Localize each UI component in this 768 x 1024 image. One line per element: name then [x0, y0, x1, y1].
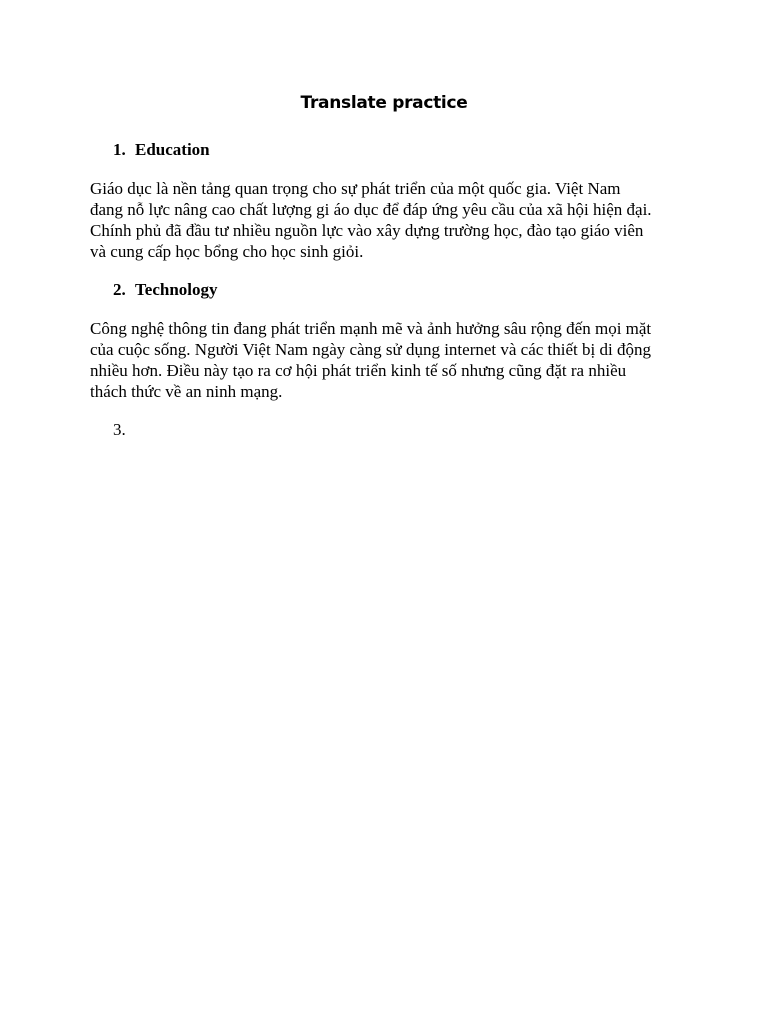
paragraph-line: Giáo dục là nền tảng quan trọng cho sự phát triển của một quốc gia. Việt Nam — [90, 179, 621, 198]
paragraph-technology — [90, 318, 680, 402]
section-heading-education — [113, 140, 210, 160]
heading-text: Technology — [135, 280, 218, 299]
paragraph-line: của cuộc sống. Người Việt Nam ngày càng sử dụng internet và các thiết bị di động — [90, 340, 651, 359]
paragraph-line: nhiều hơn. Điều này tạo ra cơ hội phát triển kinh tế số nhưng cũng đặt ra nhiều — [90, 361, 627, 380]
paragraph-line: và cung cấp học bổng cho học sinh giỏi. — [90, 242, 364, 261]
document-title: Translate practice — [300, 93, 468, 113]
paragraph-line: thách thức về an ninh mạng. — [90, 382, 283, 401]
paragraph-line: đang nỗ lực nâng cao chất lượng gi áo dục để đáp ứng yêu cầu của xã hội hiện đại. — [90, 200, 652, 219]
heading-text: Education — [135, 140, 210, 159]
section-heading-technology — [113, 280, 218, 300]
list-number: 1. — [113, 140, 126, 159]
list-number-empty-item: 3. — [113, 420, 126, 439]
paragraph-education — [90, 178, 680, 262]
list-number: 2. — [113, 280, 126, 299]
paragraph-line: Chính phủ đã đầu tư nhiều nguồn lực vào xây dựng trường học, đào tạo giáo viên — [90, 221, 644, 240]
paragraph-line: Công nghệ thông tin đang phát triển mạnh mẽ và ảnh hưởng sâu rộng đến mọi mặt — [90, 319, 652, 338]
